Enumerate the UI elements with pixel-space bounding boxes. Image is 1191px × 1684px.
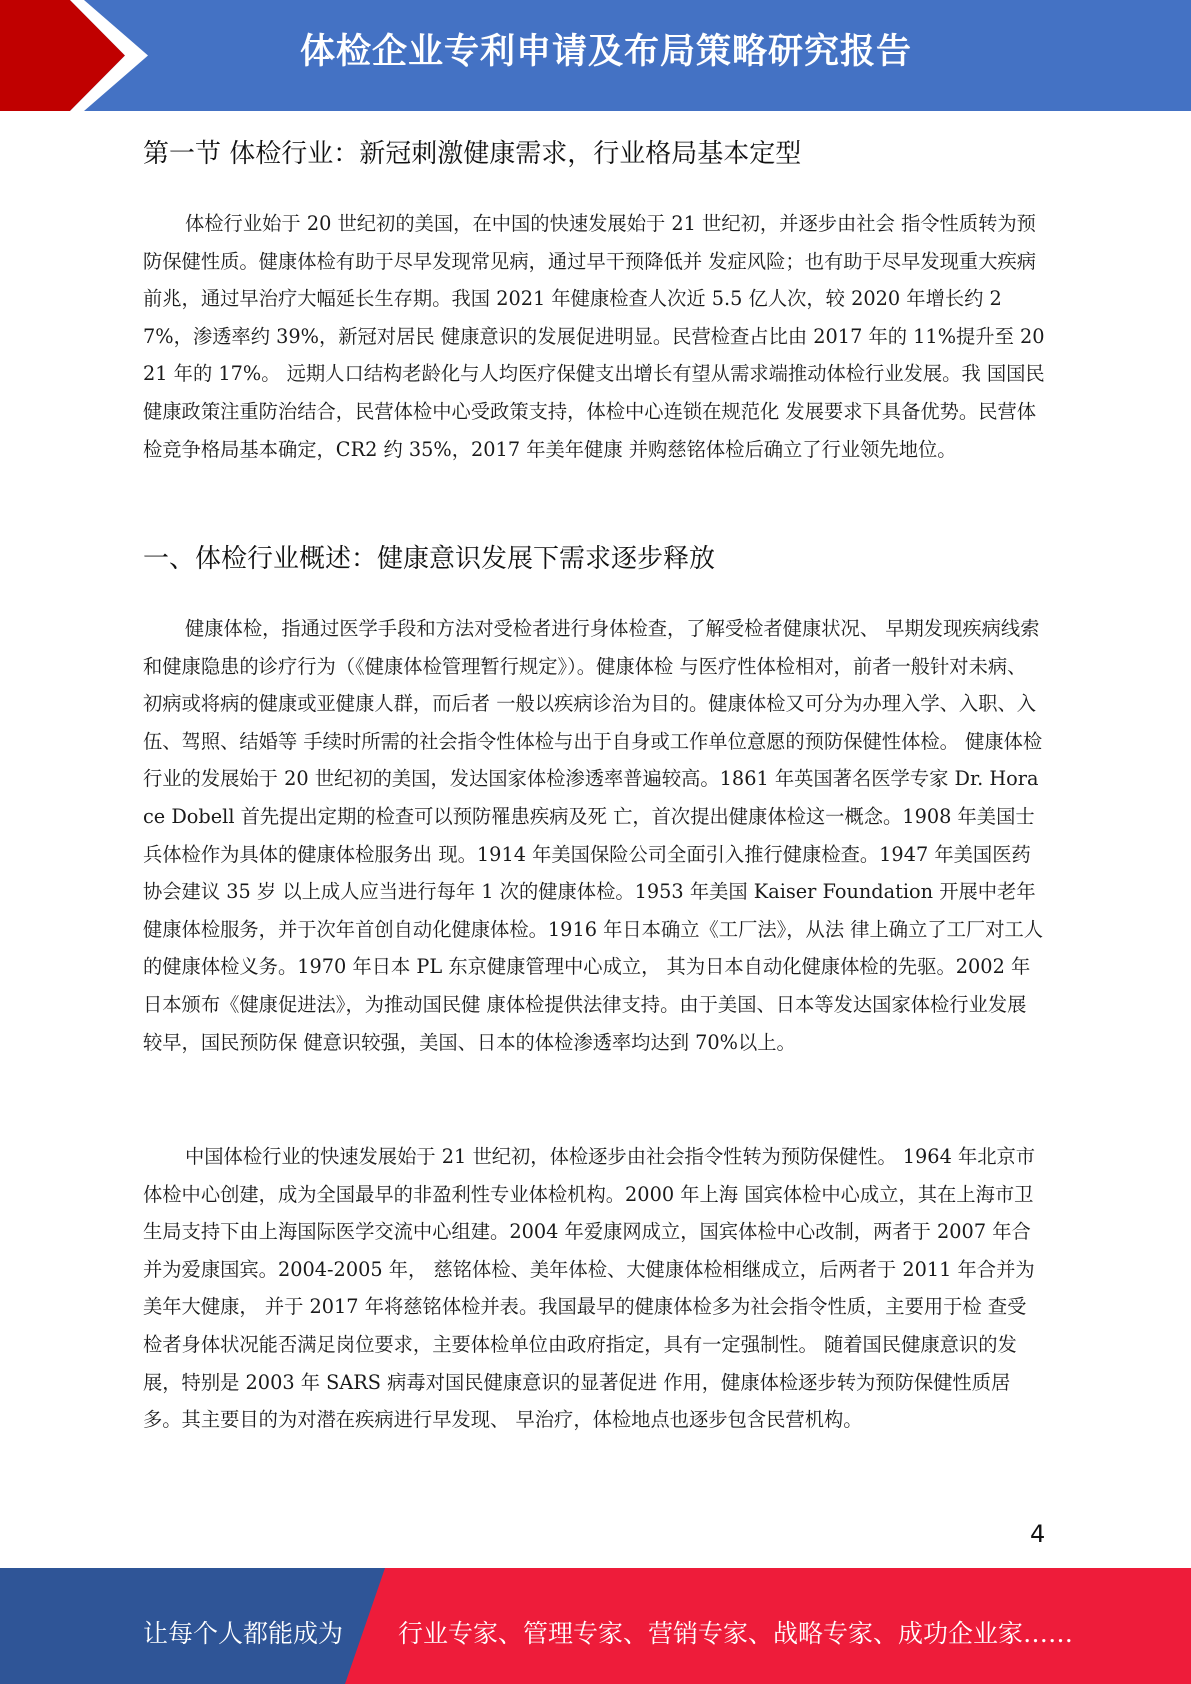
- footer-slogan-left: 让每个人都能成为: [143, 1619, 344, 1648]
- page-number: 4: [1030, 1520, 1046, 1548]
- footer-slogan-right: 行业专家、管理专家、营销专家、战略专家、成功企业家……: [398, 1619, 1074, 1648]
- header-arrow-decoration: [0, 0, 160, 111]
- header-band: [0, 0, 1191, 111]
- overview-paragraph-1: 健康体检，指通过医学手段和方法对受检者进行身体检查，了解受检者健康状况、 早期发现疾病线索和健康隐患的诊疗行为（《健康体检管理暂行规定》）。健康体检 与医疗性体检相对，前者一般针对未病、初病或将病的健康或亚健康人群，而后者 一般以疾病诊治为目的。健康体检又可分为办理入学、入职、入伍、驾照、结婚等 手续时所需的社会指令性体检与出于自身或工作单位意愿的预防保健性体检。 健康体检行业的发展始于 20 世纪初的美国，发达国家体检渗透率普遍较高。1861 年英国著名医学专家 Dr. Horace Dobell 首先提出定期的检查可以预防罹患疾病及死 亡，首次提出健康体检这一概念。1908 年美国士兵体检作为具体的健康体检服务出 现。1914 年美国保险公司全面引入推行健康检查。1947 年美国医药协会建议 35 岁 以上成人应当进行每年 1 次的健康体检。1953 年美国 Kaiser Foundation 开展中老年 健康体检服务，并于次年首创自动化健康体检。1916 年日本确立《工厂法》，从法 律上确立了工厂对工人的健康体检义务。1970 年日本 PL 东京健康管理中心成立， 其为日本自动化健康体检的先驱。2002 年日本颁布《健康促进法》，为推动国民健 康体检提供法律支持。由于美国、日本等发达国家体检行业发展较早，国民预防保 健意识较强，美国、日本的体检渗透率均达到 70%以上。: [143, 617, 1044, 1054]
- report-title: 体检企业专利申请及布局策略研究报告: [300, 32, 913, 72]
- intro-paragraph: 体检行业始于 20 世纪初的美国，在中国的快速发展始于 21 世纪初，并逐步由社会 指令性质转为预防保健性质。健康体检有助于尽早发现常见病，通过早干预降低并 发症风险；也有助于尽早发现重大疾病前兆，通过早治疗大幅延长生存期。我国 2021 年健康检查人次近 5.5 亿人次，较 2020 年增长约 27%，渗透率约 39%，新冠对居民 健康意识的发展促进明显。民营检查占比由 2017 年的 11%提升至 2021 年的 17%。 远期人口结构老龄化与人均医疗保健支出增长有望从需求端推动体检行业发展。我 国国民健康政策注重防治结合，民营体检中心受政策支持，体检中心连锁在规范化 发展要求下具备优势。民营体检竞争格局基本确定，CR2 约 35%，2017 年美年健康 并购慈铭体检后确立了行业领先地位。: [143, 212, 1045, 461]
- footer-band: [0, 1568, 1191, 1684]
- overview-paragraph-2: 中国体检行业的快速发展始于 21 世纪初，体检逐步由社会指令性转为预防保健性。 1964 年北京市体检中心创建，成为全国最早的非盈利性专业体检机构。2000 年上海 国宾体检中心成立，其在上海市卫生局支持下由上海国际医学交流中心组建。2004 年爱康网成立，国宾体检中心改制，两者于 2007 年合并为爱康国宾。2004-2005 年， 慈铭体检、美年体检、大健康体检相继成立，后两者于 2011 年合并为美年大健康， 并于 2017 年将慈铭体检并表。我国最早的健康体检多为社会指令性质，主要用于检 查受检者身体状况能否满足岗位要求，主要体检单位由政府指定，具有一定强制性。 随着国民健康意识的发展，特别是 2003 年 SARS 病毒对国民健康意识的显著促进 作用，健康体检逐步转为预防保健性质居多。其主要目的为对潜在疾病进行早发现、 早治疗，体检地点也逐步包含民营机构。: [143, 1145, 1036, 1432]
- section-heading: 第一节 体检行业：新冠刺激健康需求，行业格局基本定型: [143, 139, 802, 169]
- subsection-heading: 一、体检行业概述：健康意识发展下需求逐步释放: [143, 544, 716, 574]
